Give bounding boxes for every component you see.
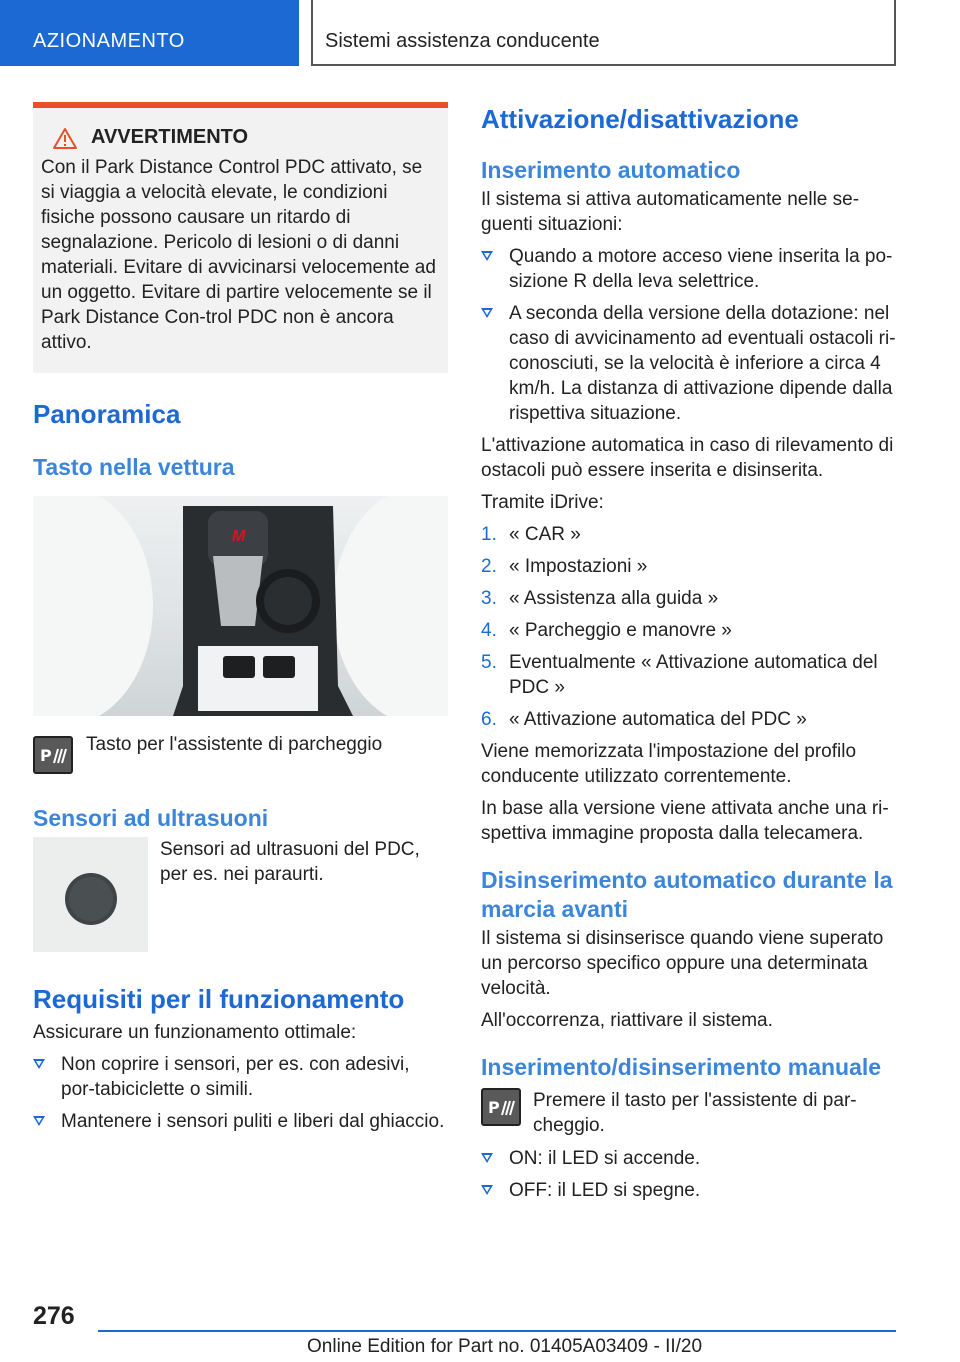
warning-box bbox=[33, 102, 448, 373]
footer-divider bbox=[98, 1330, 896, 1332]
footer-edition: Online Edition for Part no. 01405A03409 - II/20 bbox=[307, 1336, 703, 1357]
section-title: AZIONAMENTO bbox=[33, 30, 185, 52]
manual-row bbox=[481, 1088, 901, 1138]
gear-selector-illustration bbox=[33, 496, 448, 716]
manual-text: Premere il tasto per l'assistente di par-cheggio. bbox=[533, 1090, 857, 1136]
requisiti-intro: Assicurare un funzionamento ottimale: bbox=[33, 1022, 357, 1043]
step-item: 2. « Impostazioni » bbox=[481, 556, 648, 577]
camera-text: In base alla versione viene attivata anche una ri-spettiva immagine proposta dalla telecamera. bbox=[481, 798, 889, 844]
chapter-title: Sistemi assistenza conducente bbox=[325, 30, 600, 52]
heading-panoramica: Panoramica bbox=[33, 399, 181, 429]
ultrasonic-sensor-icon bbox=[33, 837, 148, 952]
triangle-bullet-icon bbox=[481, 1153, 493, 1163]
svg-text:P: P bbox=[488, 1098, 500, 1117]
tasto-caption-row bbox=[33, 736, 448, 774]
sensor-photo bbox=[33, 837, 148, 952]
park-assist-icon bbox=[38, 743, 68, 767]
gear-selector-photo bbox=[33, 496, 448, 716]
warning-text: Con il Park Distance Control PDC attivato, se si viaggia a velocità elevate, le condizioni fisiche possono causare un ritardo di segnalazione. Pericolo di lesioni o di danni materiali. Evitare di avvicinarsi velocemente ad un oggetto. Evitare di partire velocemente se il Park Distance Con-trol PDC non è ancora attivo. bbox=[41, 157, 436, 353]
step-item: 6. « Attivazione automatica del PDC » bbox=[481, 709, 807, 730]
sensori-row bbox=[33, 837, 448, 952]
manual-list bbox=[481, 1146, 901, 1203]
park-distance-icon bbox=[33, 736, 73, 774]
chapter-tab bbox=[311, 0, 896, 66]
triangle-bullet-icon bbox=[33, 1059, 45, 1069]
list-item: Non coprire i sensori, per es. con adesivi, por-tabiciclette o simili. bbox=[33, 1052, 448, 1102]
heading-sensori: Sensori ad ultrasuoni bbox=[33, 805, 269, 831]
m-logo: M bbox=[232, 528, 246, 545]
section-tab bbox=[0, 0, 299, 66]
list-item: Mantenere i sensori puliti e liberi dal ghiaccio. bbox=[33, 1109, 448, 1134]
memo-text: Viene memorizzata l'impostazione del profilo conducente utilizzato correntemente. bbox=[481, 741, 857, 787]
warning-header bbox=[41, 126, 440, 149]
triangle-bullet-icon bbox=[481, 251, 493, 261]
page-header bbox=[0, 0, 960, 66]
auto-list bbox=[481, 244, 901, 426]
idrive-steps bbox=[481, 522, 901, 732]
idrive-label: Tramite iDrive: bbox=[481, 492, 604, 513]
triangle-bullet-icon bbox=[33, 1116, 45, 1126]
tasto-caption: Tasto per l'assistente di parcheggio bbox=[86, 734, 383, 755]
page-number: 276 bbox=[33, 1302, 75, 1330]
list-item: A seconda della versione della dotazione: nel caso di avvicinamento ad eventuali ostacoli ri-conosciuti, se la velocità è inferiore a circa 4 km/h. La distanza di attivazione dipende dalla rispettiva situazione. bbox=[481, 301, 901, 426]
requisiti-list bbox=[33, 1052, 448, 1134]
list-item: ON: il LED si accende. bbox=[481, 1146, 901, 1171]
heading-attivazione: Attivazione/disattivazione bbox=[481, 104, 799, 134]
sensori-text: Sensori ad ultrasuoni del PDC, per es. nei paraurti. bbox=[160, 839, 420, 885]
list-item: OFF: il LED si spegne. bbox=[481, 1178, 901, 1203]
heading-tasto: Tasto nella vettura bbox=[33, 454, 235, 480]
right-column bbox=[481, 102, 901, 1203]
list-item: Quando a motore acceso viene inserita la po-sizione R della leva selettrice. bbox=[481, 244, 901, 294]
warning-title: AVVERTIMENTO bbox=[91, 126, 249, 148]
step-item: 3. « Assistenza alla guida » bbox=[481, 588, 719, 609]
heading-manuale: Inserimento/disinserimento manuale bbox=[481, 1054, 882, 1080]
heading-requisiti: Requisiti per il funzionamento bbox=[33, 984, 405, 1014]
triangle-bullet-icon bbox=[481, 308, 493, 318]
dis-text: Il sistema si disinserisce quando viene superato un percorso specifico oppure una determinata velocità. bbox=[481, 928, 884, 999]
auto-intro: Il sistema si attiva automaticamente nelle se-guenti situazioni: bbox=[481, 189, 860, 235]
step-item: 4. « Parcheggio e manovre » bbox=[481, 620, 732, 641]
left-column bbox=[33, 102, 448, 1134]
park-distance-icon bbox=[481, 1088, 521, 1126]
step-item: 1. « CAR » bbox=[481, 524, 581, 545]
auto-note: L'attivazione automatica in caso di rilevamento di ostacoli può essere inserita e disinserita. bbox=[481, 435, 894, 481]
heading-auto: Inserimento automatico bbox=[481, 157, 741, 183]
triangle-bullet-icon bbox=[481, 1185, 493, 1195]
park-assist-icon bbox=[486, 1095, 516, 1119]
heading-disinserimento: Disinserimento automatico durante la marcia avanti bbox=[481, 867, 893, 922]
dis-note: All'occorrenza, riattivare il sistema. bbox=[481, 1010, 773, 1031]
warning-triangle-icon bbox=[53, 127, 77, 149]
step-item: 5. Eventualmente « Attivazione automatica del PDC » bbox=[481, 652, 878, 698]
svg-text:P: P bbox=[40, 746, 52, 765]
